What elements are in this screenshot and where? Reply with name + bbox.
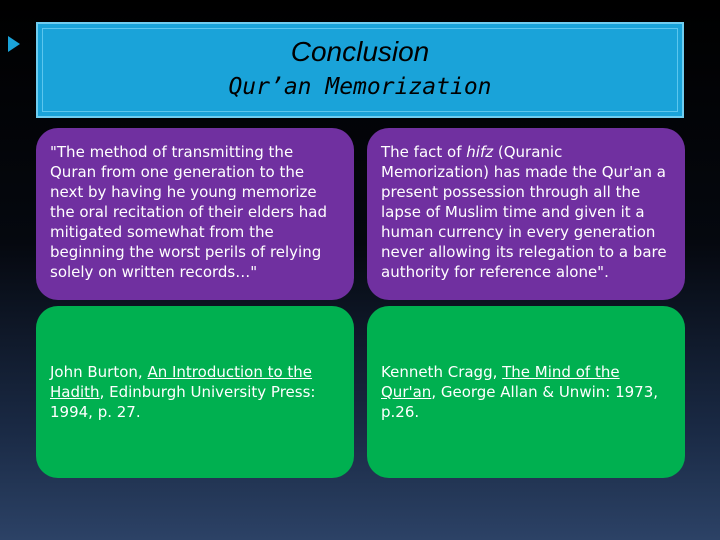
reference-title-burton: An Introduction to the Hadith [50, 363, 313, 401]
bullet-arrow-icon [8, 36, 20, 52]
quote-text-cragg-before: The fact of [381, 143, 467, 161]
reference-author-cragg: Kenneth Cragg, [381, 363, 503, 381]
quote-card-burton [36, 128, 354, 300]
quote-card-cragg [367, 128, 685, 300]
reference-card-cragg [367, 306, 685, 478]
reference-text-burton [50, 362, 342, 422]
quote-text-burton: "The method of transmitting the Quran from one generation to the next by having he young memorize the oral recitation of their elders had mitigated somewhat from the beginning the worst perils of relying solely on written records…" [50, 143, 327, 281]
quote-text-cragg-after: (Quranic Memorization) has made the Qur'an a present possession through all the lapse of Muslim time and given it a human currency in every generation never allowing its relegation to a bare authority for reference alone". [381, 143, 667, 281]
title-banner [36, 22, 684, 118]
slide-subtitle: Qur’an Memorization [228, 74, 492, 100]
quote-text-cragg-hifz: hifz [466, 143, 494, 161]
reference-text-cragg [381, 362, 673, 422]
reference-author-burton: John Burton, [50, 363, 148, 381]
reference-title-cragg: The Mind of the Qur'an [381, 363, 620, 401]
reference-rest-cragg: , George Allan & Unwin: 1973, p.26. [381, 383, 659, 421]
reference-card-burton [36, 306, 354, 478]
reference-rest-burton: , Edinburgh University Press: 1994, p. 27. [50, 383, 316, 421]
slide-title: Conclusion [290, 36, 430, 67]
